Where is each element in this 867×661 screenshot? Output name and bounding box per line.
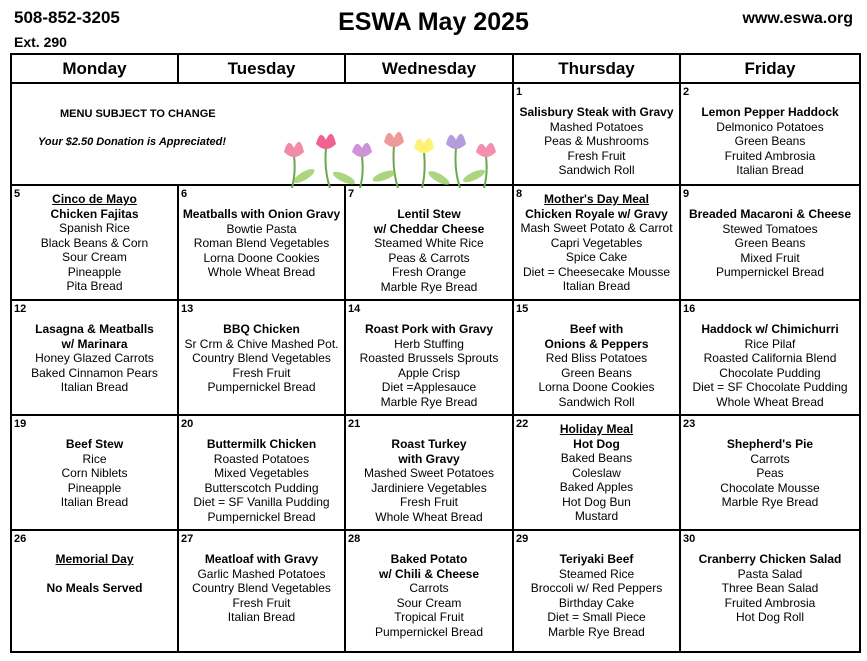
menu-change-notice: MENU SUBJECT TO CHANGE	[60, 108, 216, 120]
menu-items	[12, 186, 177, 294]
menu-item: Green Beans	[561, 365, 632, 380]
menu-items	[681, 301, 859, 409]
day-content	[179, 301, 344, 414]
weekday-header: Thursday	[513, 54, 680, 83]
entree-name: Lentil Stew	[397, 207, 461, 221]
menu-item: Pita Bread	[66, 279, 123, 293]
day-number: 5	[14, 188, 21, 200]
menu-item: Pineapple	[67, 264, 122, 279]
menu-items	[514, 301, 679, 409]
menu-item: Whole Wheat Bread	[207, 265, 316, 279]
day-content	[681, 186, 859, 299]
entree-name: Salisbury Steak with Gravy	[519, 105, 674, 119]
weekday-header-row	[11, 54, 860, 83]
day-number: 28	[348, 533, 361, 545]
entree-name: BBQ Chicken	[223, 322, 300, 336]
phone-number: 508-852-3205	[14, 8, 120, 27]
menu-item: Marble Rye Bread	[380, 279, 478, 294]
menu-items	[179, 301, 344, 395]
day-content	[179, 531, 344, 651]
menu-item: Mixed Vegetables	[214, 466, 309, 480]
menu-item: Peas & Mushrooms	[544, 134, 649, 148]
day-content	[346, 301, 512, 414]
day-content	[179, 416, 344, 529]
day-content	[346, 186, 512, 299]
menu-items	[681, 84, 859, 178]
day-number: 29	[516, 533, 529, 545]
menu-item: Carrots	[409, 581, 449, 595]
day-number: 19	[14, 418, 27, 430]
weekday-header: Tuesday	[178, 54, 345, 83]
menu-item: Italian Bread	[60, 495, 129, 509]
day-content	[514, 416, 679, 529]
menu-item: Mustard	[574, 509, 619, 523]
menu-item: Roman Blend Vegetables	[193, 236, 330, 250]
entree-name: Memorial Day	[55, 552, 134, 566]
menu-item: Peas & Carrots	[388, 250, 470, 265]
menu-item: Broccoli w/ Red Peppers	[530, 581, 663, 595]
entree-name: w/ Marinara	[61, 336, 128, 351]
menu-item: Country Blend Vegetables	[192, 581, 331, 595]
menu-item: Whole Wheat Bread	[716, 394, 824, 409]
notice-cell	[11, 83, 513, 185]
menu-item: Fruited Ambrosia	[724, 595, 816, 610]
menu-item: Sour Cream	[396, 595, 462, 610]
week-row	[11, 530, 860, 652]
day-content	[179, 186, 344, 299]
menu-item: Peas	[756, 466, 784, 480]
menu-item: Apple Crisp	[397, 365, 461, 380]
day-cell	[680, 415, 860, 530]
menu-item: Butterscotch Pudding	[204, 480, 319, 495]
menu-items	[12, 301, 177, 395]
menu-items	[179, 531, 344, 625]
day-cell	[680, 83, 860, 185]
menu-item: Green Beans	[734, 236, 806, 250]
menu-item: Delmonico Potatoes	[716, 119, 824, 134]
menu-item: Pumpernickel Bread	[207, 509, 316, 524]
day-number: 14	[348, 303, 361, 315]
day-content	[12, 416, 177, 529]
menu-item: Fresh Fruit	[399, 495, 458, 509]
entree-name: Roast Turkey	[391, 437, 467, 451]
day-cell	[11, 415, 178, 530]
weekday-header: Monday	[11, 54, 178, 83]
menu-items	[346, 416, 512, 524]
menu-item: Baked Apples	[559, 480, 634, 494]
menu-item: Diet = Cheesecake Mousse	[522, 264, 671, 279]
entree-name: Meatloaf with Gravy	[204, 552, 319, 566]
entree-name: w/ Cheddar Cheese	[373, 221, 485, 236]
menu-item: Diet = Small Piece	[547, 610, 646, 624]
day-content	[12, 186, 177, 299]
entree-name: Onions & Peppers	[544, 336, 649, 351]
menu-item: Three Bean Salad	[721, 581, 819, 595]
day-cell	[680, 530, 860, 652]
menu-items	[179, 186, 344, 280]
day-number: 22	[516, 418, 529, 430]
menu-item: Chocolate Mousse	[720, 480, 820, 495]
menu-item: Black Beans & Corn	[40, 235, 149, 250]
menu-item: Birthday Cake	[558, 595, 635, 610]
special-event-label: Cinco de Mayo	[52, 192, 137, 206]
menu-item: Hot Dog Bun	[562, 494, 631, 509]
day-cell	[11, 185, 178, 300]
day-number: 7	[348, 188, 355, 200]
menu-item: Fresh Fruit	[567, 148, 626, 163]
donation-note: Your $2.50 Donation is Appreciated!	[38, 136, 227, 148]
week-row	[11, 415, 860, 530]
menu-item: Capri Vegetables	[550, 235, 643, 250]
weekday-header: Wednesday	[345, 54, 513, 83]
menu-items	[514, 186, 679, 294]
page-title: ESWA May 2025	[338, 8, 529, 36]
menu-item: Italian Bread	[562, 279, 631, 293]
tulips-illustration	[274, 126, 504, 188]
day-cell	[513, 300, 680, 415]
menu-items	[346, 301, 512, 409]
entree-name: Haddock w/ Chimichurri	[701, 322, 839, 336]
menu-item: Sr Crm & Chive Mashed Pot.	[184, 336, 339, 351]
entree-name: Beef with	[569, 322, 624, 336]
menu-item: Spanish Rice	[59, 221, 130, 235]
menu-item: Mashed Sweet Potatoes	[363, 466, 495, 480]
day-content	[346, 416, 512, 529]
menu-items	[12, 416, 177, 510]
menu-item: Marble Rye Bread	[721, 495, 819, 509]
menu-item: Jardiniere Vegetables	[371, 480, 487, 495]
day-content	[12, 531, 177, 651]
menu-item: Honey Glazed Carrots	[35, 351, 154, 365]
menu-item: Marble Rye Bread	[548, 624, 645, 639]
day-number: 20	[181, 418, 194, 430]
day-number: 12	[14, 303, 27, 315]
entree-name: Cranberry Chicken Salad	[698, 552, 842, 566]
menu-item: Diet = SF Vanilla Pudding	[193, 495, 330, 509]
week-row	[11, 83, 860, 185]
day-number: 2	[683, 86, 690, 98]
menu-item: Pineapple	[67, 480, 122, 495]
day-number: 1	[516, 86, 523, 98]
menu-items	[681, 416, 859, 510]
menu-item: Mixed Fruit	[740, 250, 800, 265]
menu-item: Corn Niblets	[61, 466, 128, 480]
menu-items	[514, 84, 679, 178]
entree-name: Chicken Fajitas	[50, 206, 139, 221]
menu-item: Steamed White Rice	[374, 236, 484, 250]
menu-item: Pasta Salad	[737, 566, 803, 581]
day-cell	[345, 530, 513, 652]
menu-item: Red Bliss Potatoes	[545, 351, 648, 365]
special-event-label: Holiday Meal	[559, 422, 634, 436]
entree-name: Meatballs with Onion Gravy	[182, 207, 341, 221]
menu-item: Steamed Rice	[558, 566, 635, 581]
day-content	[514, 84, 679, 184]
menu-item: Fresh Fruit	[232, 595, 291, 610]
menu-item: Roasted Potatoes	[213, 451, 310, 466]
day-cell	[513, 415, 680, 530]
day-cell	[178, 300, 345, 415]
day-content	[514, 531, 679, 651]
day-content	[514, 301, 679, 414]
menu-item: Garlic Mashed Potatoes	[197, 566, 326, 581]
menu-item: Green Beans	[734, 134, 806, 148]
day-content	[681, 531, 859, 651]
website-link[interactable]: www.eswa.org	[742, 10, 853, 27]
entree-name: Chicken Royale w/ Gravy	[525, 206, 668, 221]
menu-item: Roasted California Blend	[703, 351, 837, 365]
day-cell	[513, 530, 680, 652]
entree-name: Teriyaki Beef	[559, 552, 634, 566]
special-event-label: Mother's Day Meal	[544, 192, 649, 206]
menu-item: Marble Rye Bread	[380, 394, 478, 409]
entree-name: Beef Stew	[65, 437, 124, 451]
menu-item: Lorna Doone Cookies	[203, 250, 320, 265]
entree-name: Lemon Pepper Haddock	[701, 105, 839, 119]
menu-item: Rice	[82, 451, 107, 466]
menu-item: Fresh Orange	[391, 265, 467, 279]
menu-item: Diet = SF Chocolate Pudding	[692, 380, 848, 394]
menu-item: Coleslaw	[572, 465, 621, 480]
menu-items	[12, 531, 177, 596]
menu-item: Italian Bread	[60, 380, 129, 394]
day-cell	[680, 185, 860, 300]
day-number: 27	[181, 533, 194, 545]
menu-item: Lorna Doone Cookies	[538, 380, 655, 394]
menu-item: Hot Dog Roll	[735, 610, 805, 624]
menu-item: Chocolate Pudding	[719, 365, 821, 380]
week-row	[11, 185, 860, 300]
day-cell	[513, 185, 680, 300]
menu-item	[12, 567, 177, 582]
day-number: 15	[516, 303, 529, 315]
day-cell	[178, 185, 345, 300]
menu-item: Pumpernickel Bread	[207, 380, 316, 394]
entree-name: Lasagna & Meatballs	[35, 322, 154, 336]
menu-item: Fresh Fruit	[232, 365, 291, 380]
menu-items	[681, 186, 859, 280]
day-cell	[345, 415, 513, 530]
day-number: 9	[683, 188, 690, 200]
entree-name: Baked Potato	[390, 552, 468, 566]
menu-item: Bowtie Pasta	[226, 221, 297, 236]
menu-items	[179, 416, 344, 524]
day-cell	[680, 300, 860, 415]
menu-item: Baked Cinnamon Pears	[31, 365, 158, 380]
menu-item: Rice Pilaf	[744, 336, 796, 351]
entree-name: Breaded Macaroni & Cheese	[688, 207, 852, 221]
menu-item: Diet =Applesauce	[381, 380, 477, 394]
menu-items	[514, 531, 679, 639]
day-content	[681, 301, 859, 414]
menu-item: Italian Bread	[227, 610, 296, 624]
entree-name: w/ Chili & Cheese	[378, 566, 480, 581]
day-number: 30	[683, 533, 696, 545]
day-cell	[345, 300, 513, 415]
week-row	[11, 300, 860, 415]
day-cell	[513, 83, 680, 185]
menu-item: Sour Cream	[62, 250, 127, 264]
menu-item: Herb Stuffing	[394, 336, 464, 351]
menu-item: Country Blend Vegetables	[192, 351, 331, 365]
menu-item: Pumpernickel Bread	[374, 624, 484, 639]
menu-calendar	[10, 53, 861, 653]
day-content	[681, 84, 859, 184]
menu-item: Stewed Tomatoes	[722, 221, 818, 236]
entree-name: Shepherd's Pie	[726, 437, 814, 451]
day-cell	[11, 300, 178, 415]
day-cell	[178, 530, 345, 652]
menu-items	[346, 531, 512, 639]
day-number: 23	[683, 418, 696, 430]
day-content	[346, 531, 512, 651]
menu-item: Tropical Fruit	[394, 610, 464, 624]
day-content	[12, 301, 177, 414]
day-number: 21	[348, 418, 361, 430]
day-number: 16	[683, 303, 696, 315]
menu-item: Sandwich Roll	[558, 163, 635, 177]
phone-extension: Ext. 290	[14, 34, 67, 50]
entree-name: Roast Pork with Gravy	[364, 322, 494, 336]
entree-name: Hot Dog	[573, 436, 620, 451]
menu-items	[514, 416, 679, 524]
menu-item: Mashed Potatoes	[549, 119, 644, 134]
menu-item: Spice Cake	[565, 250, 628, 264]
weekday-header: Friday	[680, 54, 860, 83]
menu-item: Roasted Brussels Sprouts	[359, 351, 499, 365]
day-cell	[11, 530, 178, 652]
day-cell	[178, 415, 345, 530]
entree-name: No Meals Served	[46, 581, 143, 595]
menu-items	[346, 186, 512, 294]
menu-item: Pumpernickel Bread	[715, 265, 825, 279]
day-number: 8	[516, 188, 523, 200]
entree-name: with Gravy	[398, 451, 460, 466]
day-number: 26	[14, 533, 27, 545]
day-content	[681, 416, 859, 529]
menu-item: Fruited Ambrosia	[724, 148, 816, 163]
day-cell	[345, 185, 513, 300]
menu-items	[681, 531, 859, 625]
entree-name: Buttermilk Chicken	[206, 437, 317, 451]
menu-item: Sandwich Roll	[558, 394, 635, 409]
menu-item: Mash Sweet Potato & Carrot	[520, 221, 673, 235]
day-number: 13	[181, 303, 194, 315]
menu-item: Carrots	[750, 451, 790, 466]
day-content	[514, 186, 679, 299]
menu-item: Italian Bread	[736, 163, 804, 177]
day-number: 6	[181, 188, 188, 200]
menu-item: Baked Beans	[560, 451, 633, 465]
menu-item: Whole Wheat Bread	[375, 509, 483, 524]
